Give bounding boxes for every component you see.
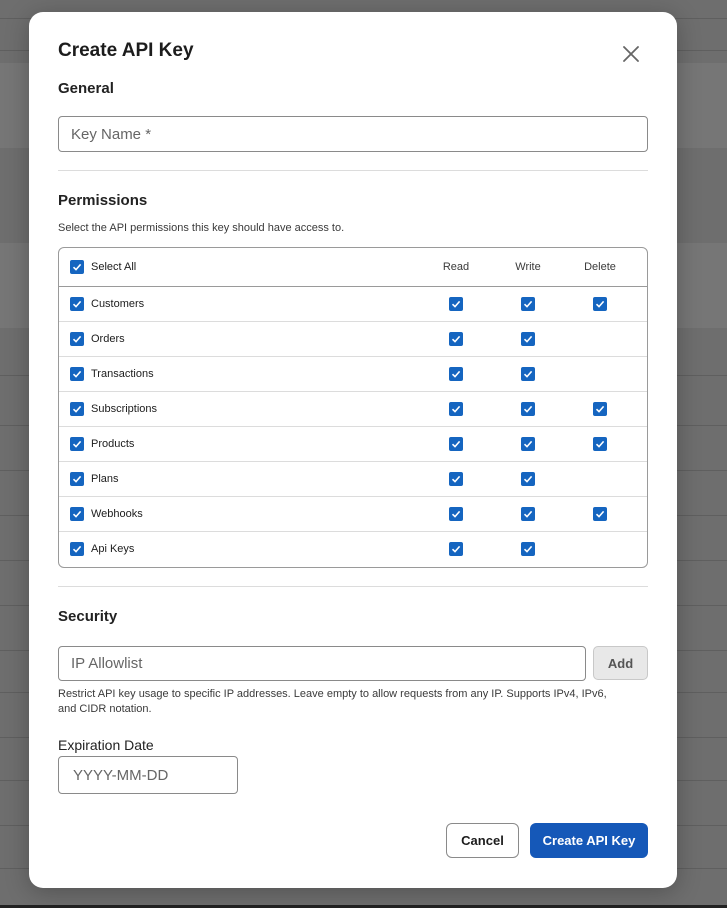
read-checkbox[interactable] [449, 437, 463, 451]
permission-row [59, 427, 647, 462]
select-all-label: Select All [91, 261, 137, 273]
write-checkbox[interactable] [521, 332, 535, 346]
expiration-date-input[interactable] [58, 756, 238, 794]
read-checkbox[interactable] [449, 297, 463, 311]
write-checkbox[interactable] [521, 367, 535, 381]
read-checkbox[interactable] [449, 367, 463, 381]
add-ip-button[interactable]: Add [593, 646, 648, 680]
row-checkbox[interactable] [70, 297, 84, 311]
permission-row [59, 497, 647, 532]
expiration-date-label: Expiration Date [58, 737, 154, 753]
permission-label: Webhooks [91, 508, 143, 520]
write-checkbox[interactable] [521, 542, 535, 556]
write-checkbox[interactable] [521, 297, 535, 311]
write-checkbox[interactable] [521, 507, 535, 521]
helper-line: Restrict API key usage to specific IP addresses. Leave empty to allow requests from any IP. Supports IPv4, IPv6, [58, 688, 607, 700]
permissions-table-header [59, 248, 647, 287]
delete-checkbox[interactable] [593, 297, 607, 311]
read-checkbox[interactable] [449, 402, 463, 416]
divider [58, 170, 648, 171]
permissions-section-title: Permissions [58, 192, 148, 209]
row-checkbox[interactable] [70, 332, 84, 346]
row-checkbox[interactable] [70, 507, 84, 521]
permission-label: Plans [91, 473, 119, 485]
read-checkbox[interactable] [449, 507, 463, 521]
permission-row [59, 357, 647, 392]
permission-label: Customers [91, 298, 145, 310]
divider [58, 586, 648, 587]
general-section-title: General [58, 80, 114, 97]
write-checkbox[interactable] [521, 437, 535, 451]
row-checkbox[interactable] [70, 367, 84, 381]
permission-row [59, 462, 647, 497]
column-header-read: Read [442, 261, 470, 273]
row-checkbox[interactable] [70, 472, 84, 486]
permission-label: Orders [91, 333, 125, 345]
permission-row [59, 532, 647, 567]
permission-label: Api Keys [91, 543, 135, 555]
security-section-title: Security [58, 608, 118, 625]
write-checkbox[interactable] [521, 402, 535, 416]
create-api-key-button[interactable]: Create API Key [530, 823, 648, 858]
create-api-key-dialog [29, 12, 677, 888]
row-checkbox[interactable] [70, 542, 84, 556]
read-checkbox[interactable] [449, 332, 463, 346]
delete-checkbox[interactable] [593, 437, 607, 451]
column-header-delete: Delete [584, 261, 616, 273]
close-icon[interactable] [619, 42, 643, 66]
ip-allowlist-input[interactable] [58, 646, 586, 681]
delete-checkbox[interactable] [593, 402, 607, 416]
permissions-table [58, 247, 648, 568]
delete-checkbox[interactable] [593, 507, 607, 521]
read-checkbox[interactable] [449, 542, 463, 556]
permission-row [59, 287, 647, 322]
row-checkbox[interactable] [70, 402, 84, 416]
cancel-button[interactable]: Cancel [446, 823, 519, 858]
permissions-rows [59, 287, 647, 567]
column-header-write: Write [515, 261, 541, 273]
ip-allowlist-helper [58, 687, 607, 717]
permission-label: Subscriptions [91, 403, 158, 415]
write-checkbox[interactable] [521, 472, 535, 486]
select-all-checkbox[interactable] [70, 260, 84, 274]
permissions-description: Select the API permissions this key should have access to. [58, 222, 345, 234]
helper-line: and CIDR notation. [58, 703, 152, 715]
permission-row [59, 392, 647, 427]
read-checkbox[interactable] [449, 472, 463, 486]
permission-row [59, 322, 647, 357]
key-name-input[interactable] [58, 116, 648, 152]
permission-label: Transactions [91, 368, 154, 380]
dialog-title: Create API Key [58, 40, 194, 61]
permission-label: Products [91, 438, 135, 450]
row-checkbox[interactable] [70, 437, 84, 451]
